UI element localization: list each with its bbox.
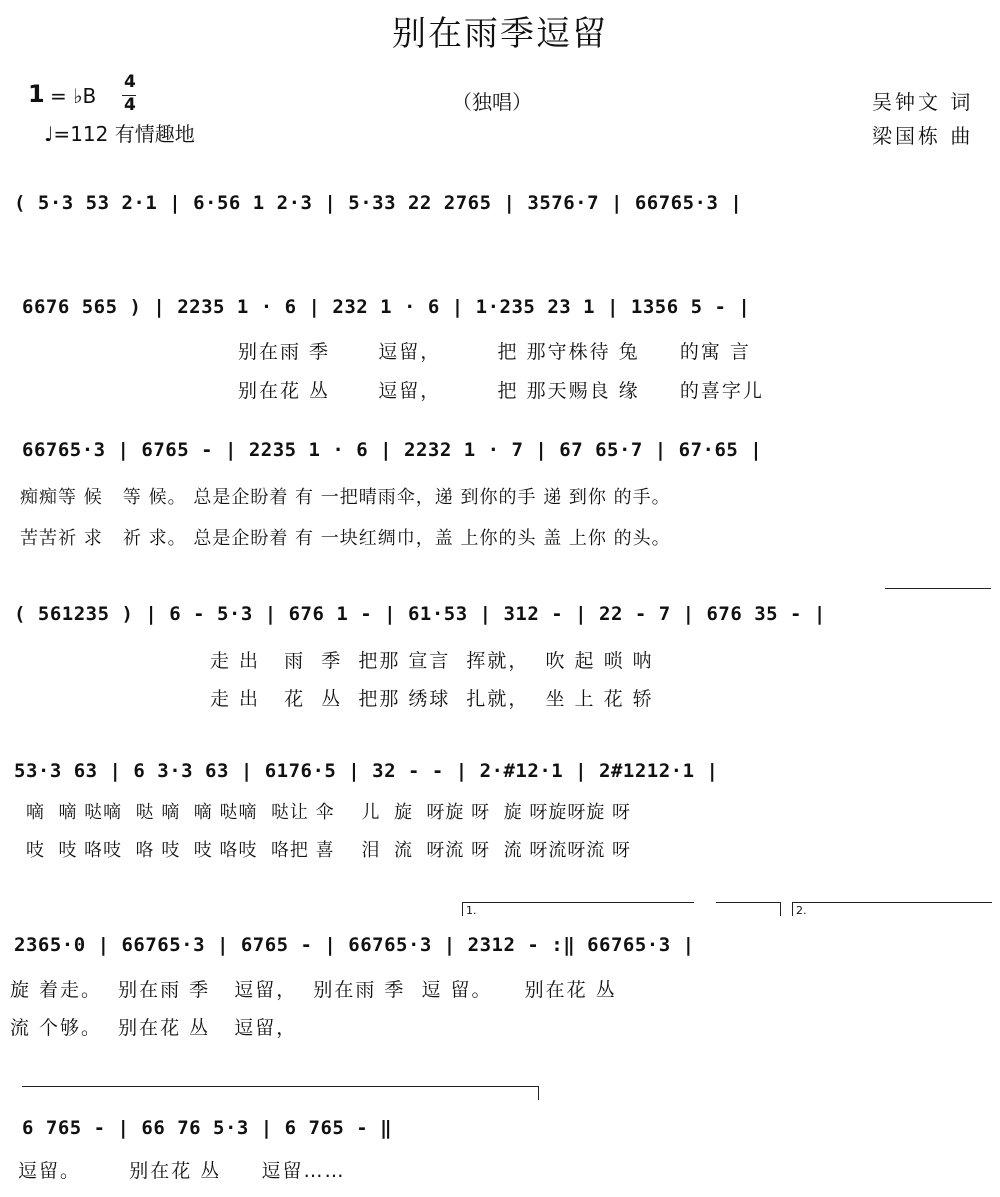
slur-line <box>885 588 991 589</box>
volta-bracket-1-end <box>716 902 780 903</box>
volta-bracket-1-end-hook <box>780 902 781 916</box>
volta-label-1: 1. <box>466 904 477 917</box>
melody-line: 53·3 63 | 6 3·3 63 | 6176·5 | 32 - - | 2·#12·1 | 2#1212·1 | <box>14 760 719 782</box>
lyrics-verse-1: 走 出 雨 季 把那 宣言 挥就， 吹 起 唢 呐 <box>210 650 654 672</box>
melody-line: 6676 565 ) | 2235 1 · 6 | 232 1 · 6 | 1·235 23 1 | 1356 5 - | <box>22 296 751 318</box>
lyrics-verse-2: 苦苦祈 求 祈 求。 总是企盼着 有 一块红绸巾，盖 上你的头 盖 上你 的头。 <box>20 528 671 549</box>
time-signature-numerator: 4 <box>124 72 136 92</box>
lyrics-verse-1: 逗留。 别在花 丛 逗留…… <box>18 1160 346 1182</box>
lyrics-verse-1: 嘀 嘀 哒嘀 哒 嘀 嘀 哒嘀 哒让 伞 儿 旋 呀旋 呀 旋 呀旋呀旋 呀 <box>26 802 632 823</box>
lyrics-verse-2: 流 个够。 别在花 丛 逗留， <box>10 1017 298 1039</box>
melody-line: 6 765 - | 66 76 5·3 | 6 765 - ‖ <box>22 1117 393 1139</box>
composer-credit: 梁国栋 曲 <box>872 124 974 148</box>
volta-bracket-2 <box>792 902 992 903</box>
tempo-marking: ♩=112 有情趣地 <box>44 122 195 146</box>
key-signature-numeral: 1 <box>28 80 45 108</box>
lyrics-verse-2: 别在花 丛 逗留， 把 那天赐良 缘 的喜字儿 <box>238 380 764 402</box>
time-signature-denominator: 4 <box>124 95 136 115</box>
volta-bracket-2-hook <box>792 902 793 916</box>
lyricist-credit: 吴钟文 词 <box>872 90 974 114</box>
song-title: 别在雨季逗留 <box>392 14 608 54</box>
slur-line <box>22 1086 538 1087</box>
lyrics-verse-2: 走 出 花 丛 把那 绣球 扎就， 坐 上 花 轿 <box>210 688 654 710</box>
lyrics-verse-1: 旋 着走。 别在雨 季 逗留， 别在雨 季 逗 留。 别在花 丛 <box>10 979 617 1001</box>
volta-label-2: 2. <box>796 904 807 917</box>
melody-line: 2365·0 | 66765·3 | 6765 - | 66765·3 | 2312 - :‖ 66765·3 | <box>14 934 695 956</box>
volta-bracket-1-hook <box>462 902 463 916</box>
slur-line-end <box>538 1086 539 1100</box>
key-signature: = ♭B <box>50 84 97 108</box>
melody-line: ( 561235 ) | 6 - 5·3 | 676 1 - | 61·53 | 312 - | 22 - 7 | 676 35 - | <box>14 603 826 625</box>
melody-line: ( 5·3 53 2·1 | 6·56 1 2·3 | 5·33 22 2765 | 3576·7 | 66765·3 | <box>14 192 743 214</box>
lyrics-verse-2: 吱 吱 咯吱 咯 吱 吱 咯吱 咯把 喜 泪 流 呀流 呀 流 呀流呀流 呀 <box>26 840 632 861</box>
melody-line: 66765·3 | 6765 - | 2235 1 · 6 | 2232 1 · 7 | 67 65·7 | 67·65 | <box>22 439 763 461</box>
performance-note: （独唱） <box>452 90 532 114</box>
volta-bracket-1 <box>462 902 694 903</box>
lyrics-verse-1: 痴痴等 候 等 候。 总是企盼着 有 一把晴雨伞，递 到你的手 递 到你 的手。 <box>20 487 671 508</box>
lyrics-verse-1: 别在雨 季 逗留， 把 那守株待 兔 的寓 言 <box>238 341 751 363</box>
